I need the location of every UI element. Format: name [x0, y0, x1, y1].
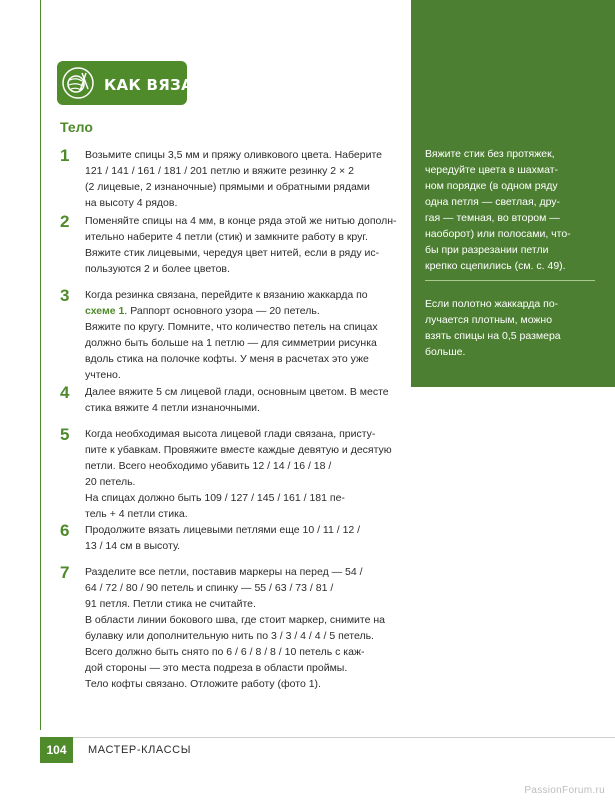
tip-line: бы при разрезании петли — [425, 244, 549, 256]
step-line: 121 / 141 / 161 / 181 / 201 петлю и вяжите резинку 2 × 2 — [85, 165, 354, 177]
page-number: 104 — [40, 737, 73, 763]
step-line: Всего должно быть снято по 6 / 6 / 8 / 8 / 10 петель с каж- — [85, 646, 365, 658]
step-line: булавку или дополнительную нить по 3 / 3 / 4 / 4 / 5 петель. — [85, 630, 374, 642]
step-number: 5 — [60, 425, 70, 444]
tip-line: больше. — [425, 346, 466, 358]
step-line: ительно наберите 4 петли (стик) и замкните работу в круг. — [85, 231, 368, 243]
step-line: Возьмите спицы 3,5 мм и пряжу оливкового цвета. Наберите — [85, 149, 382, 161]
step-line: 13 / 14 см в высоту. — [85, 540, 181, 552]
step-line: дой стороны — это места подреза в области проймы. — [85, 662, 348, 674]
step-line: тель + 4 петли стика. — [85, 508, 188, 520]
step-number: 7 — [60, 563, 70, 582]
tip-line: чередуйте цвета в шахмат- — [425, 164, 559, 176]
step-number: 1 — [60, 146, 70, 165]
step-line: Поменяйте спицы на 4 мм, в конце ряда этой же нитью дополн- — [85, 215, 397, 227]
step-line: Разделите все петли, поставив маркеры на перед — 54 / — [85, 566, 363, 578]
tip-line: взять спицы на 0,5 размера — [425, 330, 561, 342]
step-text — [85, 522, 400, 554]
step-text — [85, 384, 400, 416]
step-text — [85, 564, 400, 692]
subsection-title: Тело — [60, 119, 93, 135]
tip-line: Если полотно жаккарда по- — [425, 298, 559, 310]
step-line: 91 петля. Петли стика не считайте. — [85, 598, 256, 610]
step-line: В области линии бокового шва, где стоит маркер, снимите на — [85, 614, 385, 626]
step-line: на высоту 4 рядов. — [85, 197, 178, 209]
step-line: Вяжите стик лицевыми, чередуя цвет нитей, если в ряду ис- — [85, 247, 380, 259]
step-line: На спицах должно быть 109 / 127 / 145 / 161 / 181 пе- — [85, 492, 345, 504]
step-6 — [60, 522, 400, 554]
step-4 — [60, 384, 400, 416]
step-line: 20 петель. — [85, 476, 136, 488]
step-line: пользуются 2 и более цветов. — [85, 263, 230, 275]
step-line: Вяжите по кругу. Помните, что количество петель на спицах — [85, 321, 378, 333]
step-3 — [60, 287, 400, 383]
step-2 — [60, 213, 400, 277]
watermark: PassionForum.ru — [524, 785, 605, 796]
step-line: должно быть больше на 1 петлю — для симметрии рисунка — [85, 337, 377, 349]
step-line: Продолжите вязать лицевыми петлями еще 10 / 11 / 12 / — [85, 524, 361, 536]
tip-line: лучается плотным, можно — [425, 314, 553, 326]
step-line: схеме 1. Раппорт основного узора — 20 петель. — [85, 305, 320, 317]
tip-line: одна петля — светлая, дру- — [425, 196, 561, 208]
left-margin-rule — [40, 0, 41, 730]
step-number: 6 — [60, 521, 70, 540]
step-text — [85, 213, 400, 277]
tip-line: крепко сцепились (см. с. 49). — [425, 260, 566, 272]
step-line: стика вяжите 4 петли изнаночными. — [85, 402, 260, 414]
tip-2 — [425, 296, 575, 360]
step-line: Когда резинка связана, перейдите к вязанию жаккарда по — [85, 289, 368, 301]
section-header-title: КАК ВЯЗАТЬ — [104, 76, 216, 94]
step-line: Тело кофты связано. Отложите работу (фото 1). — [85, 678, 321, 690]
footer-section-label: МАСТЕР-КЛАССЫ — [88, 744, 192, 756]
step-text — [85, 147, 400, 211]
step-line: (2 лицевые, 2 изнаночные) прямыми и обратными рядами — [85, 181, 370, 193]
tip-1 — [425, 146, 575, 274]
tip-line: Вяжите стик без протяжек, — [425, 148, 555, 160]
tip-line: гая — темная, во втором — — [425, 212, 560, 224]
step-1 — [60, 147, 400, 211]
step-number: 2 — [60, 212, 70, 231]
tip-line: ном порядке (в одном ряду — [425, 180, 558, 192]
step-number: 4 — [60, 383, 70, 402]
step-text — [85, 287, 400, 383]
step-5 — [60, 426, 400, 522]
step-line: петли. Всего необходимо убавить 12 / 14 / 16 / 18 / — [85, 460, 332, 472]
step-line: 64 / 72 / 80 / 90 петель и спинку — 55 / 63 / 73 / 81 / — [85, 582, 334, 594]
footer-rule — [40, 737, 615, 738]
step-line: Далее вяжите 5 см лицевой глади, основным цветом. В месте — [85, 386, 389, 398]
step-line: пите к убавкам. Провяжите вместе каждые девятую и десятую — [85, 444, 392, 456]
tip-line: наоборот) или полосами, что- — [425, 228, 571, 240]
scheme-link[interactable]: схеме 1 — [85, 305, 125, 317]
step-text — [85, 426, 400, 522]
sidebar-divider — [425, 280, 595, 281]
step-line: вдоль стика на полочке кофты. У меня в расчетах это уже — [85, 353, 369, 365]
step-7 — [60, 564, 400, 692]
yarn-ball-icon — [62, 67, 94, 99]
step-line: учтено. — [85, 369, 121, 381]
step-line: Когда необходимая высота лицевой глади связана, присту- — [85, 428, 376, 440]
step-number: 3 — [60, 286, 70, 305]
